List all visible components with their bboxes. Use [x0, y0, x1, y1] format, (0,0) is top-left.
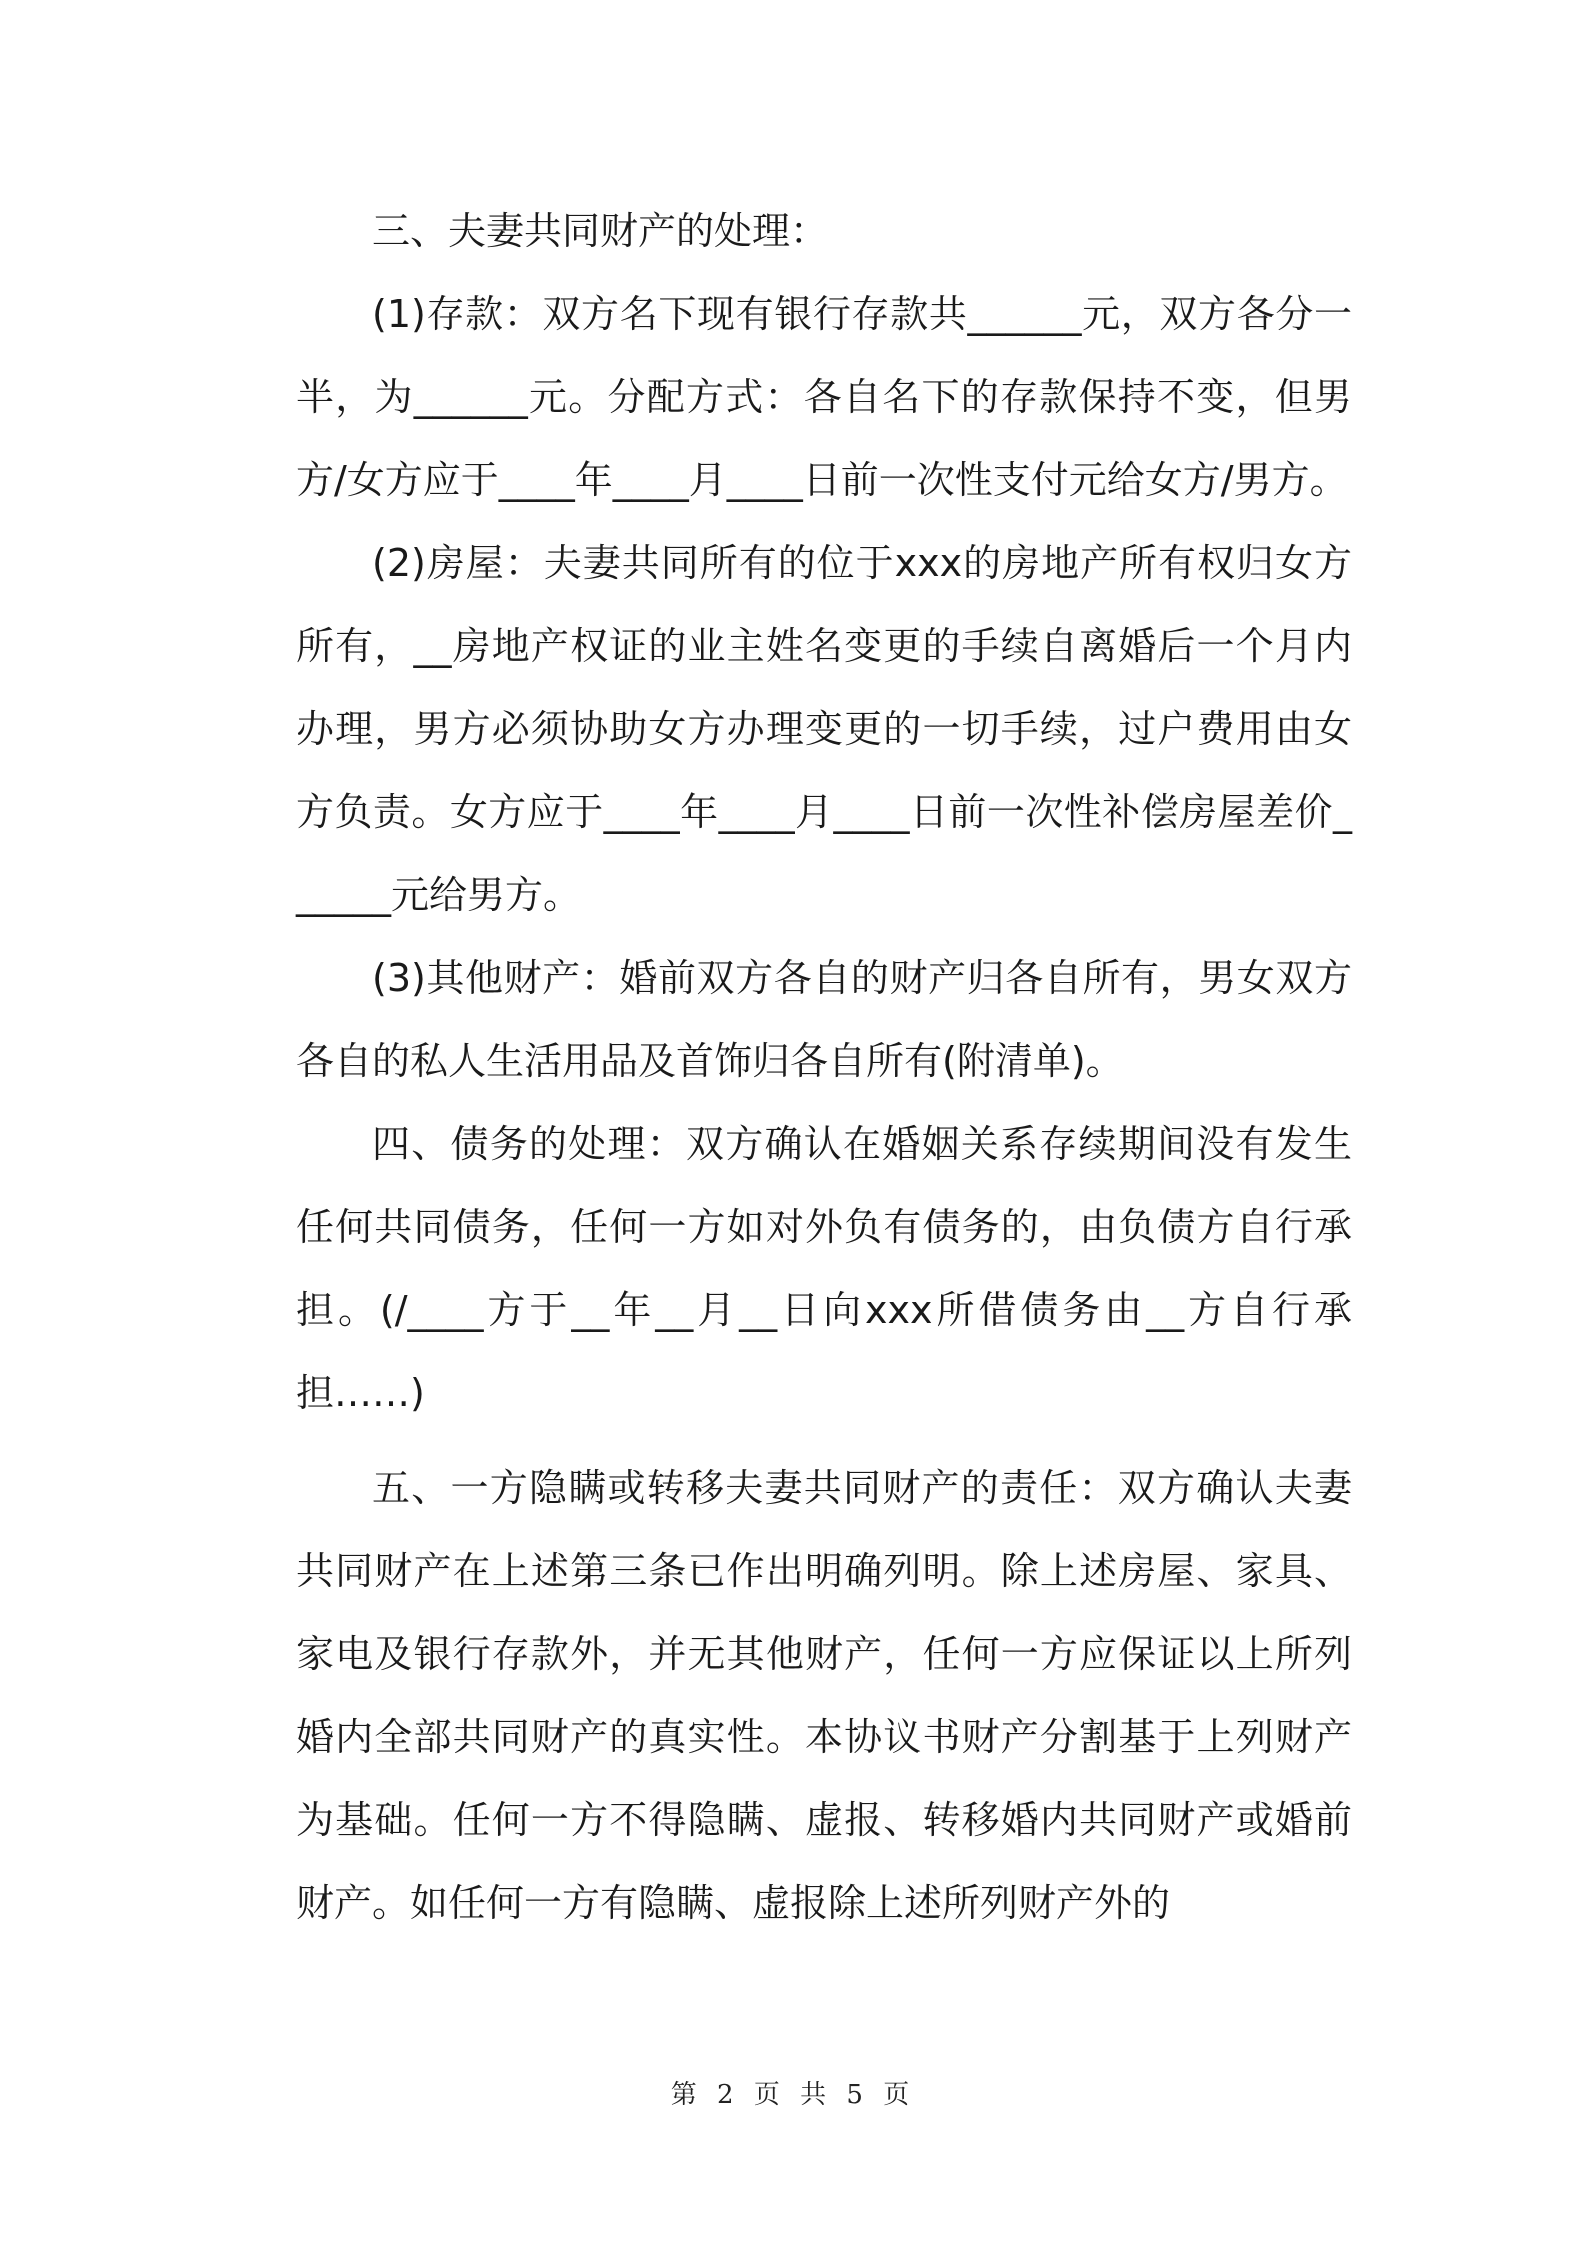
paragraph-house: (2)房屋：夫妻共同所有的位于xxx的房地产所有权归女方所有，__房地产权证的业主姓名变更的手续自离婚后一个月内办理，男方必须协助女方办理变更的一切手续，过户费用由女方负责。女方应于____年____月____日前一次性补偿房屋差价______元给男方。 [296, 541, 1352, 917]
document-body [296, 190, 1352, 1945]
paragraph-debts: 四、债务的处理：双方确认在婚姻关系存续期间没有发生任何共同债务，任何一方如对外负有债务的，由负债方自行承担。(/____方于__年__月__日向xxx所借债务由__方自行承担……) [296, 1122, 1352, 1415]
paragraph-other-property: (3)其他财产：婚前双方各自的财产归各自所有，男女双方各自的私人生活用品及首饰归各自所有(附清单)。 [296, 956, 1352, 1083]
paragraph-concealment-liability: 五、一方隐瞒或转移夫妻共同财产的责任：双方确认夫妻共同财产在上述第三条已作出明确列明。除上述房屋、家具、家电及银行存款外，并无其他财产，任何一方应保证以上所列婚内全部共同财产的真实性。本协议书财产分割基于上列财产为基础。任何一方不得隐瞒、虚报、转移婚内共同财产或婚前财产。如任何一方有隐瞒、虚报除上述所列财产外的 [296, 1466, 1352, 1925]
section-heading-joint-property: 三、夫妻共同财产的处理： [372, 209, 829, 253]
page-number-footer: 第 2 页 共 5 页 [670, 2080, 916, 2110]
paragraph-savings: (1)存款：双方名下现有银行存款共______元，双方各分一半，为______元。分配方式：各自名下的存款保持不变，但男方/女方应于____年____月____日前一次性支付元给女方/男方。 [296, 292, 1352, 502]
